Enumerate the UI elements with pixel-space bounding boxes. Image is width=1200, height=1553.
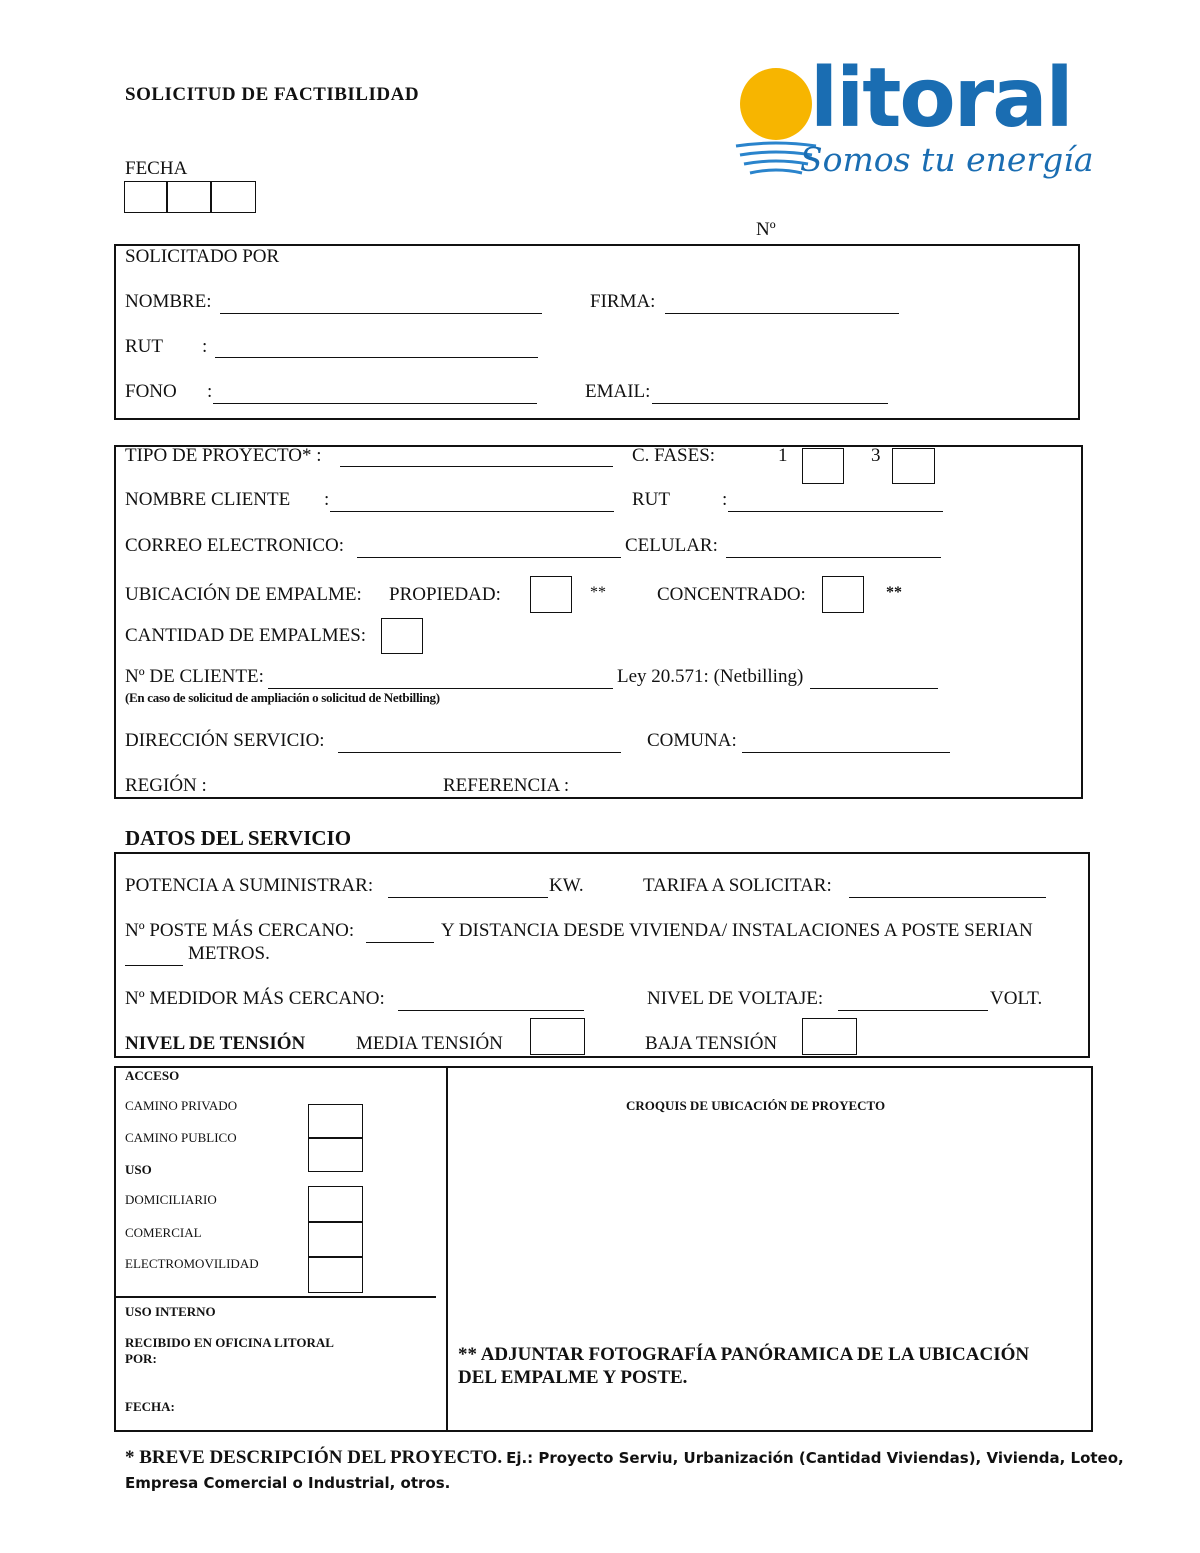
domiciliario-checkbox[interactable]	[308, 1186, 363, 1223]
nombre-label: NOMBRE:	[125, 291, 212, 312]
rut-colon: :	[202, 336, 208, 357]
electromovilidad-label: ELECTROMOVILIDAD	[125, 1256, 259, 1271]
camino-privado-label: CAMINO PRIVADO	[125, 1098, 238, 1113]
rut-label: RUT	[125, 336, 163, 357]
fase-1-checkbox[interactable]	[802, 448, 844, 484]
medidor-field[interactable]	[398, 1010, 584, 1011]
comuna-field[interactable]	[742, 752, 950, 753]
concentrado-label: CONCENTRADO:	[657, 584, 806, 605]
num-cliente-label: Nº DE CLIENTE:	[125, 666, 264, 687]
fono-colon: :	[207, 381, 213, 402]
propiedad-checkbox[interactable]	[530, 576, 572, 613]
firma-field[interactable]	[665, 313, 899, 314]
interno-fecha-label: FECHA:	[125, 1399, 175, 1414]
logo-tagline: Somos tu energía	[800, 140, 1094, 179]
ley-label: Ley 20.571: (Netbilling)	[617, 666, 804, 687]
footer-description	[125, 1447, 1124, 1469]
camino-publico-label: CAMINO PUBLICO	[125, 1130, 237, 1145]
tarifa-label: TARIFA A SOLICITAR:	[643, 875, 832, 896]
voltaje-label: NIVEL DE VOLTAJE:	[647, 988, 824, 1009]
tension-label: NIVEL DE TENSIÓN	[125, 1033, 306, 1054]
fase-3-label: 3	[871, 445, 881, 466]
cliente-rut-label: RUT	[632, 489, 670, 510]
direccion-field[interactable]	[338, 752, 621, 753]
fases-label: C. FASES:	[632, 445, 716, 466]
camino-privado-checkbox[interactable]	[308, 1104, 363, 1139]
medidor-label: Nº MEDIDOR MÁS CERCANO:	[125, 988, 385, 1009]
propiedad-mark: **	[590, 584, 606, 601]
comercial-checkbox[interactable]	[308, 1221, 363, 1258]
email-field[interactable]	[652, 403, 888, 404]
croquis-heading: CROQUIS DE UBICACIÓN DE PROYECTO	[626, 1098, 886, 1113]
electromovilidad-checkbox[interactable]	[308, 1256, 363, 1293]
cantidad-label: CANTIDAD DE EMPALMES:	[125, 625, 367, 646]
firma-label: FIRMA:	[590, 291, 656, 312]
num-cliente-field[interactable]	[268, 688, 613, 689]
celular-label: CELULAR:	[625, 535, 718, 556]
uso-interno-divider	[114, 1296, 436, 1298]
correo-label: CORREO ELECTRONICO:	[125, 535, 345, 556]
uso-interno-heading: USO INTERNO	[125, 1304, 216, 1319]
baja-tension-label: BAJA TENSIÓN	[645, 1033, 778, 1054]
croquis-note-line1: ** ADJUNTAR FOTOGRAFÍA PANÓRAMICA DE LA UBICACIÓN	[458, 1344, 1030, 1365]
section-divider	[446, 1066, 448, 1432]
nombre-cliente-field[interactable]	[330, 511, 614, 512]
celular-field[interactable]	[726, 557, 941, 558]
servicio-heading: DATOS DEL SERVICIO	[125, 826, 352, 850]
camino-publico-checkbox[interactable]	[308, 1137, 363, 1172]
fono-field[interactable]	[213, 403, 537, 404]
tipo-proyecto-field[interactable]	[340, 466, 613, 467]
cantidad-box[interactable]	[381, 618, 423, 654]
logo-brand: litoral	[810, 51, 1072, 146]
rut-field[interactable]	[215, 357, 538, 358]
referencia-label: REFERENCIA :	[443, 775, 570, 796]
footer-lead: * BREVE DESCRIPCIÓN DEL PROYECTO.	[125, 1447, 503, 1468]
footer-line2: Empresa Comercial o Industrial, otros.	[125, 1474, 451, 1492]
concentrado-mark: **	[886, 584, 902, 601]
media-tension-checkbox[interactable]	[530, 1018, 585, 1055]
domiciliario-label: DOMICILIARIO	[125, 1192, 217, 1207]
comuna-label: COMUNA:	[647, 730, 737, 751]
direccion-label: DIRECCIÓN SERVICIO:	[125, 730, 325, 751]
correo-field[interactable]	[357, 557, 621, 558]
tarifa-field[interactable]	[849, 897, 1046, 898]
cliente-rut-field[interactable]	[728, 511, 943, 512]
ubicacion-label: UBICACIÓN DE EMPALME:	[125, 584, 362, 605]
fecha-label: FECHA	[125, 158, 188, 179]
poste-field[interactable]	[366, 942, 434, 943]
nombre-field[interactable]	[220, 313, 542, 314]
uso-heading: USO	[125, 1162, 152, 1177]
metros-field[interactable]	[125, 965, 183, 966]
footer-line1: Ej.: Proyecto Serviu, Urbanización (Cantidad Viviendas), Vivienda, Loteo,	[506, 1449, 1124, 1467]
comercial-label: COMERCIAL	[125, 1225, 202, 1240]
ley-field[interactable]	[810, 688, 938, 689]
fecha-month-box[interactable]	[166, 181, 212, 213]
email-label: EMAIL:	[585, 381, 651, 402]
region-label: REGIÓN :	[125, 775, 207, 796]
recibido-label: RECIBIDO EN OFICINA LITORAL	[125, 1335, 334, 1350]
fase-3-checkbox[interactable]	[892, 448, 935, 484]
potencia-unit: KW.	[549, 875, 584, 896]
poste-label: Nº POSTE MÁS CERCANO:	[125, 920, 355, 941]
distancia-text: Y DISTANCIA DESDE VIVIENDA/ INSTALACIONES A POSTE SERIAN	[441, 920, 1033, 941]
propiedad-label: PROPIEDAD:	[389, 584, 501, 605]
nombre-cliente-colon: :	[324, 489, 330, 510]
potencia-field[interactable]	[388, 897, 548, 898]
acceso-heading: ACCESO	[125, 1068, 180, 1083]
tipo-proyecto-label: TIPO DE PROYECTO* :	[125, 445, 322, 466]
numero-label: Nº	[756, 219, 776, 240]
nombre-cliente-label: NOMBRE CLIENTE	[125, 489, 291, 510]
fase-1-label: 1	[778, 445, 788, 466]
por-label: POR:	[125, 1351, 157, 1366]
fecha-day-box[interactable]	[124, 181, 168, 213]
num-cliente-note: (En caso de solicitud de ampliación o solicitud de Netbilling)	[125, 690, 440, 705]
cliente-rut-colon: :	[722, 489, 728, 510]
concentrado-checkbox[interactable]	[822, 576, 864, 613]
baja-tension-checkbox[interactable]	[802, 1018, 857, 1055]
solicitado-heading: SOLICITADO POR	[125, 246, 280, 267]
fono-label: FONO	[125, 381, 177, 402]
potencia-label: POTENCIA A SUMINISTRAR:	[125, 875, 374, 896]
metros-label: METROS.	[188, 943, 270, 964]
croquis-note-line2: DEL EMPALME Y POSTE.	[458, 1367, 688, 1388]
voltaje-unit: VOLT.	[990, 988, 1043, 1009]
media-tension-label: MEDIA TENSIÓN	[356, 1033, 503, 1054]
form-title: SOLICITUD DE FACTIBILIDAD	[125, 84, 420, 105]
voltaje-field[interactable]	[838, 1010, 988, 1011]
fecha-year-box[interactable]	[210, 181, 256, 213]
